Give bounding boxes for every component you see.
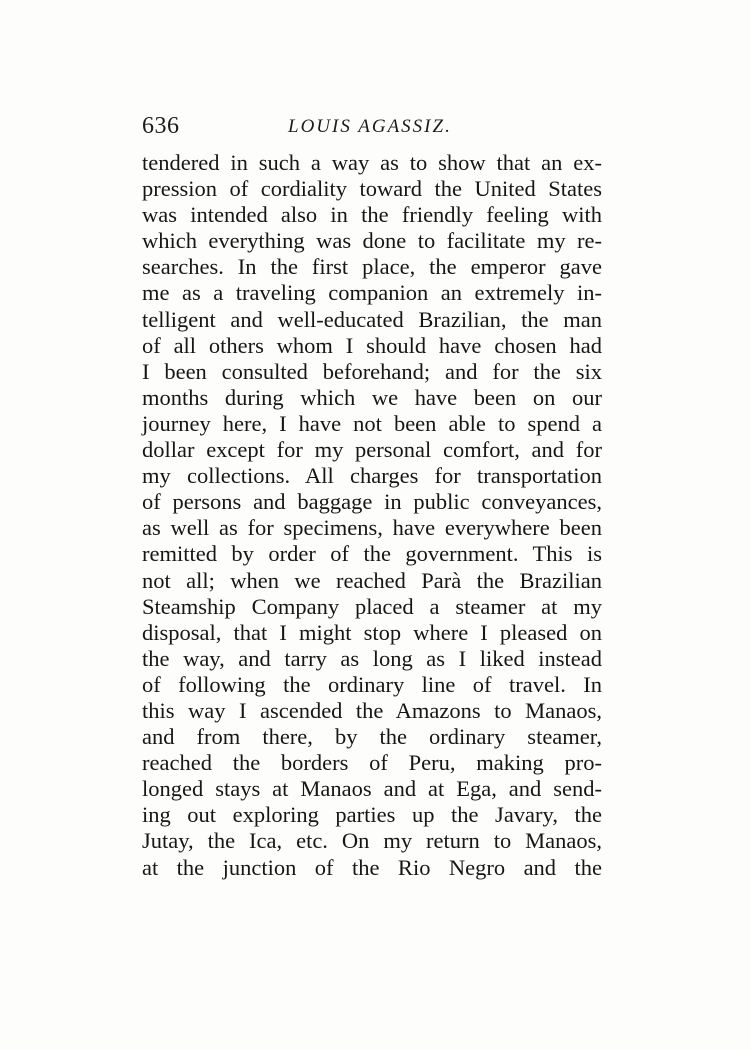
text-line: me as a traveling companion an extremely in-	[142, 280, 602, 306]
text-line: journey here, I have not been able to spend a	[142, 410, 602, 436]
text-line: and from there, by the ordinary steamer,	[142, 724, 602, 750]
text-line: pression of cordiality toward the United States	[142, 176, 602, 202]
text-line: this way I ascended the Amazons to Manaos,	[142, 697, 602, 723]
text-line: which everything was done to facilitate my re-	[142, 228, 602, 254]
text-line: disposal, that I might stop where I pleased on	[142, 619, 602, 645]
text-line: as well as for specimens, have everywhere been	[142, 515, 602, 541]
running-head: LOUIS AGASSIZ.	[288, 116, 452, 137]
page-number: 636	[142, 113, 180, 139]
text-line: Steamship Company placed a steamer at my	[142, 593, 602, 619]
text-line: of persons and baggage in public conveyances,	[142, 489, 602, 515]
text-line: not all; when we reached Parà the Brazilian	[142, 567, 602, 593]
text-line: at the junction of the Rio Negro and the	[142, 854, 602, 880]
text-line: searches. In the first place, the emperor gave	[142, 254, 602, 280]
text-line: tendered in such a way as to show that an ex-	[142, 150, 602, 175]
body-text	[142, 150, 602, 881]
text-line: Jutay, the Ica, etc. On my return to Manaos,	[142, 828, 602, 854]
text-line: ing out exploring parties up the Javary, the	[142, 802, 602, 828]
text-line: the way, and tarry as long as I liked instead	[142, 645, 602, 671]
text-line: my collections. All charges for transportation	[142, 463, 602, 489]
text-line: I been consulted beforehand; and for the six	[142, 358, 602, 384]
text-line: months during which we have been on our	[142, 384, 602, 410]
text-line: remitted by order of the government. This is	[142, 541, 602, 567]
text-line: of following the ordinary line of travel. In	[142, 671, 602, 697]
text-line: telligent and well-educated Brazilian, the man	[142, 306, 602, 332]
page-header	[142, 113, 602, 143]
text-line: was intended also in the friendly feeling with	[142, 202, 602, 228]
text-line: dollar except for my personal comfort, and for	[142, 437, 602, 463]
text-line: longed stays at Manaos and at Ega, and send-	[142, 776, 602, 802]
text-line: reached the borders of Peru, making pro-	[142, 750, 602, 776]
text-line: of all others whom I should have chosen had	[142, 332, 602, 358]
